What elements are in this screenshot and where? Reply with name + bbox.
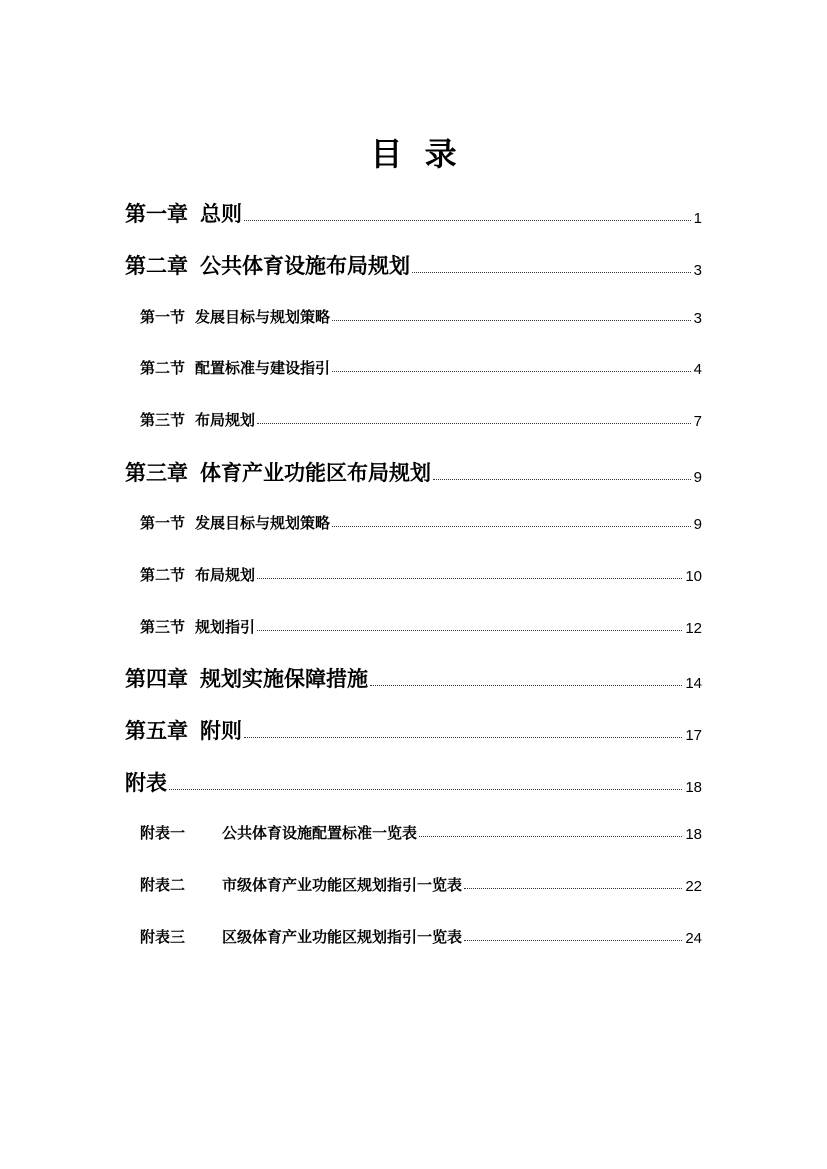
- toc-entry-section[interactable]: [140, 564, 702, 586]
- toc-page-number: 17: [685, 727, 702, 744]
- toc-entry-number: 附表一: [140, 824, 186, 842]
- dot-leader: [370, 685, 682, 686]
- toc-page-number: 9: [693, 469, 702, 486]
- dot-leader: [169, 789, 682, 790]
- toc-entry-title: 总则: [200, 202, 242, 226]
- toc-entry-chapter-4[interactable]: [125, 665, 702, 693]
- dot-leader: [464, 888, 682, 889]
- toc-entry-number: 第二节: [140, 359, 186, 377]
- toc-entry-number: 第四章: [125, 667, 188, 691]
- toc-entry-title: 配置标准与建设指引: [195, 359, 331, 377]
- toc-entry-chapter-5[interactable]: [125, 717, 702, 745]
- toc-page-number: 14: [685, 675, 702, 692]
- dot-leader: [257, 423, 691, 424]
- toc-page-number: 18: [685, 779, 702, 796]
- toc-entry-title: 布局规划: [195, 566, 256, 584]
- toc-entry-title: 区级体育产业功能区规划指引一览表: [222, 928, 463, 946]
- toc-entry-title: 规划指引: [195, 618, 256, 636]
- toc-entry-title: 市级体育产业功能区规划指引一览表: [222, 876, 463, 894]
- toc-entry-number: 第五章: [125, 719, 188, 743]
- toc-entry-number: 第二节: [140, 566, 186, 584]
- dot-leader: [257, 578, 682, 579]
- toc-entry-chapter-2[interactable]: [125, 252, 702, 280]
- toc-entry-chapter-3[interactable]: [125, 459, 702, 487]
- dot-leader: [332, 320, 691, 321]
- dot-leader: [332, 371, 691, 372]
- toc-entry-appendix-table[interactable]: [140, 926, 702, 948]
- toc-entry-number: 第二章: [125, 254, 188, 278]
- toc-entry-number: 第三节: [140, 411, 186, 429]
- toc-page-number: 4: [693, 361, 702, 378]
- toc-page-number: 18: [685, 826, 702, 843]
- toc-entry-number: 附表三: [140, 928, 186, 946]
- toc-page-number: 9: [693, 516, 702, 533]
- page-title: 目 录: [370, 135, 457, 173]
- toc-entry-chapter-1[interactable]: [125, 200, 702, 228]
- toc-entry-title: 规划实施保障措施: [200, 667, 368, 691]
- toc-entry-title: 公共体育设施布局规划: [200, 254, 410, 278]
- dot-leader: [332, 526, 691, 527]
- toc-entry-section[interactable]: [140, 306, 702, 328]
- toc-page-number: 24: [685, 930, 702, 947]
- toc-entry-section[interactable]: [140, 512, 702, 534]
- toc-entry-appendix-table[interactable]: [140, 874, 702, 896]
- toc-entry-title: 布局规划: [195, 411, 256, 429]
- toc-entry-title: 发展目标与规划策略: [195, 308, 331, 326]
- toc-page-number: 3: [693, 310, 702, 327]
- toc-page-number: 22: [685, 878, 702, 895]
- toc-entry-section[interactable]: [140, 616, 702, 638]
- toc-page-number: 7: [693, 413, 702, 430]
- dot-leader: [433, 479, 691, 480]
- dot-leader: [244, 737, 682, 738]
- toc-entry-number: 第三章: [125, 461, 188, 485]
- toc-entry-number: 第一章: [125, 202, 188, 226]
- toc-page-number: 1: [693, 210, 702, 227]
- toc-entry-number: 附表: [125, 771, 167, 795]
- dot-leader: [464, 940, 682, 941]
- toc-entry-title: 公共体育设施配置标准一览表: [222, 824, 418, 842]
- toc-entry-title: 发展目标与规划策略: [195, 514, 331, 532]
- dot-leader: [257, 630, 682, 631]
- toc-entry-number: 第一节: [140, 308, 186, 326]
- toc-entry-number: 附表二: [140, 876, 186, 894]
- toc-entry-number: 第一节: [140, 514, 186, 532]
- toc-entry-appendix[interactable]: [125, 769, 702, 797]
- dot-leader: [244, 220, 691, 221]
- toc-entry-section[interactable]: [140, 409, 702, 431]
- dot-leader: [419, 836, 682, 837]
- dot-leader: [412, 272, 691, 273]
- toc-entry-title: 体育产业功能区布局规划: [200, 461, 431, 485]
- toc-page-number: 10: [685, 568, 702, 585]
- toc-entry-title: 附则: [200, 719, 242, 743]
- toc-entry-number: 第三节: [140, 618, 186, 636]
- toc-entry-section[interactable]: [140, 357, 702, 379]
- toc-page-number: 12: [685, 620, 702, 637]
- toc-page-number: 3: [693, 262, 702, 279]
- toc-entry-appendix-table[interactable]: [140, 822, 702, 844]
